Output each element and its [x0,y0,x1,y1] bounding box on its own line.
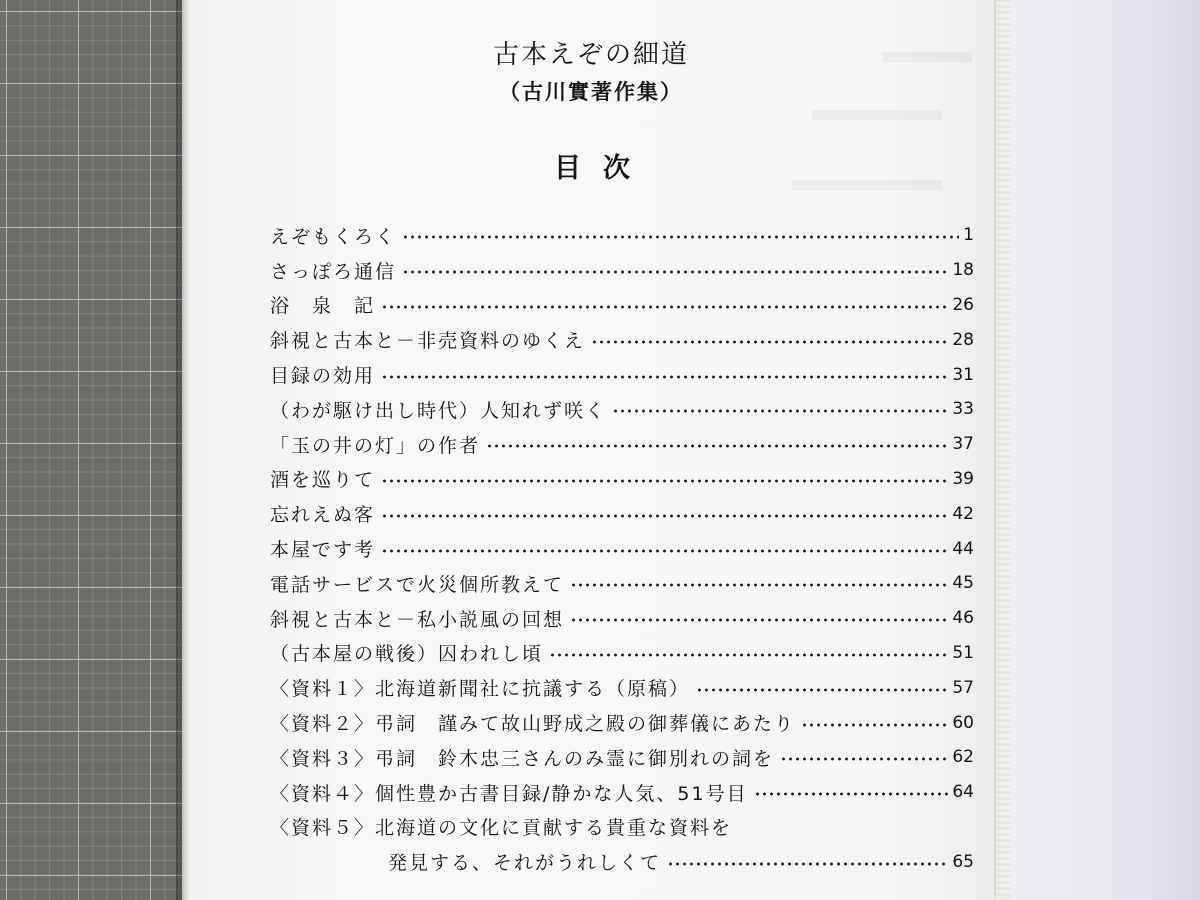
toc-entry-page: 65 [952,851,974,872]
toc-heading: 目次 [554,153,652,184]
show-through-text [812,110,942,120]
dot-leader [570,582,949,588]
toc-entry-page: 37 [952,434,974,455]
toc-entry-title: （古本屋の戦後）囚われし頃 [270,643,544,666]
toc-entry-page: 1 [963,225,974,246]
toc-entry [270,253,974,288]
toc-entry [270,496,974,531]
page-stack-edge [996,0,1010,900]
dot-leader [486,443,949,449]
toc-entry-title: えぞもくろく [270,225,397,248]
toc-entry [270,670,974,705]
toc-entry-page: 62 [952,747,974,768]
dot-leader [612,408,949,414]
dot-leader [591,339,949,345]
book-title: 古本えぞの細道 [492,40,689,70]
toc-entry-title: （わが駆け出し時代）人知れず咲く [270,399,607,422]
right-backdrop [1010,0,1200,900]
toc-entry-page: 57 [952,677,974,698]
toc-entry-page: 28 [952,329,974,350]
toc-entry-page: 39 [952,468,974,489]
toc-entry-title: 浴 泉 記 [270,295,376,318]
toc-entry-title: 〈資料４〉個性豊か古書目録/静かな人気、51号目 [270,782,748,805]
toc-entry-title: さっぽろ通信 [270,260,397,283]
dot-leader [780,756,949,762]
toc-entry [270,601,974,636]
cutting-mat-background [0,0,182,900]
toc-entry-page: 51 [952,642,974,663]
toc-entry-title: 忘れえぬ客 [270,504,376,527]
toc-entry-title: 「玉の井の灯」の作者 [270,434,481,457]
dot-leader [381,478,949,484]
dot-leader [402,269,949,275]
toc-entry-page: 26 [952,294,974,315]
dot-leader [801,722,949,728]
toc-entry-title: 斜視と古本と－私小説風の回想 [270,608,565,631]
toc-entry-page: 45 [952,573,974,594]
dot-leader [696,687,949,693]
toc-entry-continuation [270,844,974,879]
toc-entry-title: 目録の効用 [270,365,376,388]
toc-entry-title: 本屋です考 [270,539,376,562]
toc-entry-title: 電話サービスで火災個所教えて [270,573,565,596]
dot-leader [381,513,949,519]
toc-entry [270,636,974,671]
dot-leader [667,861,949,867]
toc-entry-page: 64 [952,782,974,803]
toc-entry [270,427,974,462]
dot-leader [381,304,949,310]
toc-entry-title: 〈資料５〉北海道の文化に貢献する貴重な資料を [270,817,733,840]
toc-entry-title: 〈資料２〉弔詞 謹みて故山野成之殿の御葬儀にあたり [270,713,796,736]
toc-entry-title: 酒を巡りて [270,469,376,492]
page-edge-shadow [176,0,190,900]
dot-leader [381,374,949,380]
toc-entry-page: 44 [952,538,974,559]
dot-leader [570,617,949,623]
toc-entry-page: 42 [952,503,974,524]
toc-entry-page: 18 [952,260,974,281]
book-page [182,0,1000,900]
dot-leader [381,548,949,554]
toc-entry-title: 発見する、それがうれしくて [388,852,662,875]
dot-leader [402,234,959,240]
toc-entry [270,462,974,497]
toc-entry [270,775,974,810]
toc-entry [270,357,974,392]
toc-entry [270,288,974,323]
toc-entry [270,218,974,253]
toc-entry-page: 33 [952,399,974,420]
toc-entry [270,566,974,601]
toc-entry-page: 31 [952,364,974,385]
toc-entry [270,322,974,357]
toc-entry-title: 斜視と古本と－非売資料のゆくえ [270,330,586,353]
toc-entry-title: 〈資料１〉北海道新聞社に抗議する（原稿） [270,678,691,701]
toc-entry [270,740,974,775]
toc-entry [270,705,974,740]
toc-entry [270,810,974,845]
dot-leader [549,652,949,658]
toc-entry [270,392,974,427]
book-subtitle: （古川實著作集） [499,79,683,104]
toc-entry-page: 60 [952,712,974,733]
toc-entry-page: 46 [952,608,974,629]
dot-leader [754,791,950,797]
table-of-contents [270,218,974,879]
toc-entry [270,531,974,566]
toc-entry-title: 〈資料３〉弔詞 鈴木忠三さんのみ霊に御別れの詞を [270,747,775,770]
